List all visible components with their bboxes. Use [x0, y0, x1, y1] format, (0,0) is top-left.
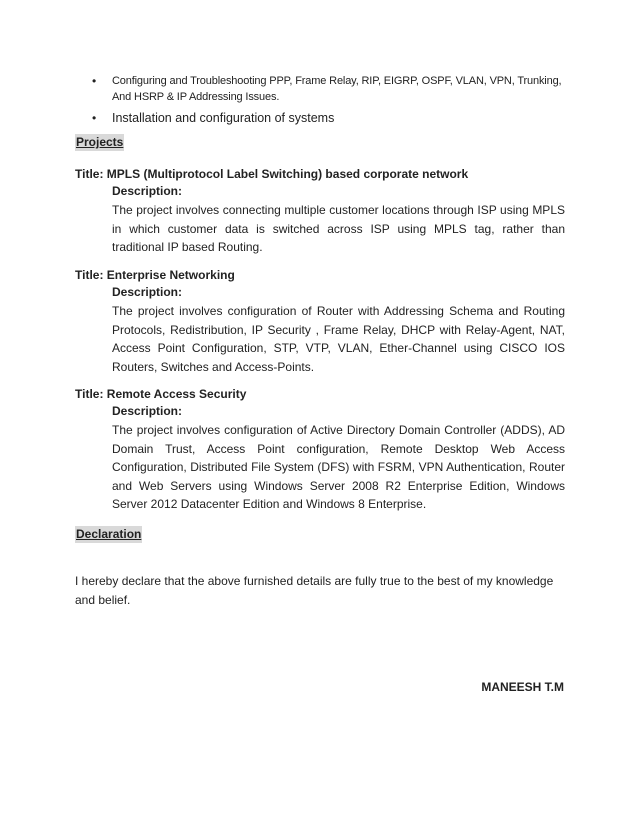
skill-item: [92, 109, 572, 127]
project-description: The project involves connecting multiple customer locations through ISP using MPLS in which customer data is switched across ISP using MPLS tag, rather than traditional IP based Routing.: [112, 203, 565, 254]
signature-name: MANEESH T.M: [481, 680, 564, 694]
skill-text: Configuring and Troubleshooting PPP, Frame Relay, RIP, EIGRP, OSPF, VLAN, VPN, Trunking, And HSRP & IP Addressing Issues.: [112, 75, 562, 103]
project-mpls: [75, 166, 565, 257]
project-title: Title: MPLS (Multiprotocol Label Switching) based corporate network: [75, 167, 469, 181]
description-label: Description:: [112, 184, 183, 198]
projects-heading: Projects: [76, 135, 124, 149]
project-description: The project involves configuration of Router with Addressing Schema and Routing Protocols, Redistribution, IP Security , Frame Relay, DHCP with Relay-Agent, NAT, Access Point Configuration, STP, VTP, VLAN, Ether-Channel using CISCO IOS Routers, Switches and Access-Points.: [112, 304, 565, 374]
project-description: The project involves configuration of Active Directory Domain Controller (ADDS), AD Domain Trust, Access Point configuration, Remote Desktop Web Access Configuration, Distributed File System (DFS) with FSRM, VPN Authentication, Router and Web Servers using Windows Server 2008 R2 Enterprise Edition, Windows Server 2012 Datacenter Edition and Windows 8 Enterprise.: [112, 423, 565, 511]
skill-item: [92, 73, 572, 105]
description-label: Description:: [112, 404, 183, 418]
project-enterprise-networking: [75, 267, 565, 376]
project-remote-access-security: [75, 386, 565, 514]
skills-list: [92, 73, 572, 127]
project-title: Title: Remote Access Security: [75, 387, 247, 401]
description-label: Description:: [112, 285, 183, 299]
bullet-icon: •: [92, 111, 97, 125]
project-title: Title: Enterprise Networking: [75, 268, 235, 282]
declaration-text: I hereby declare that the above furnished details are fully true to the best of my knowledge and belief.: [75, 574, 554, 607]
skill-text: Installation and configuration of systems: [112, 111, 335, 125]
declaration-heading: Declaration: [76, 527, 142, 541]
bullet-icon: •: [92, 74, 97, 88]
